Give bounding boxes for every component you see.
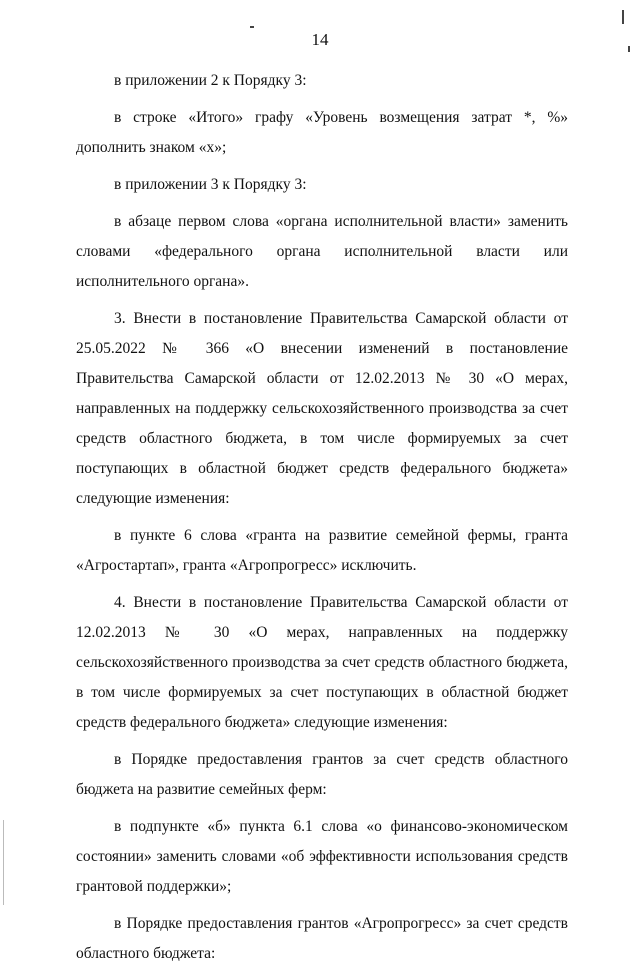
paragraph-8: в Порядке предоставления грантов за счет средств областного бюджета на развитие семейных ферм: [76,751,568,798]
paragraph-6: в пункте 6 слова «гранта на развитие семейной фермы, гранта «Агростартап», гранта «Агропрогресс» исключить. [76,527,568,574]
scan-speck [3,820,4,905]
scan-speck [250,26,254,28]
document-body [76,66,568,976]
paragraph-5: 3. Внести в постановление Правительства Самарской области от 25.05.2022 № 366 «О внесении изменений в постановление Правительства Самарской области от 12.02.2013 № 30 «О мерах, направленных на поддержку сельскохозяйственного производства за счет средств областного бюджета, в том числе формируемых за счет поступающих в областной бюджет средств федерального бюджета» следующие изменения: [76,310,568,507]
paragraph-4: в абзаце первом слова «органа исполнительной власти» заменить словами «федерального органа исполнительной власти или исполнительного органа». [76,213,568,290]
paragraph-1: в приложении 2 к Порядку 3: [114,72,307,89]
scan-speck [622,10,624,24]
paragraph-2: в строке «Итого» графу «Уровень возмещения затрат *, %» дополнить знаком «х»; [76,109,568,156]
paragraph-7: 4. Внести в постановление Правительства Самарской области от 12.02.2013 № 30 «О мерах, направленных на поддержку сельскохозяйственного производства за счет средств областного бюджета, в том числе формируемых за счет поступающих в областной бюджет средств федерального бюджета» следующие изменения: [76,594,568,731]
page-number: 14 [311,30,329,49]
scan-speck [628,46,630,52]
paragraph-9: в подпункте «б» пункта 6.1 слова «о финансово-экономическом состоянии» заменить словами «об эффективности использования средств грантовой поддержки»; [76,818,568,895]
paragraph-3: в приложении 3 к Порядку 3: [114,176,307,193]
paragraph-10: в Порядке предоставления грантов «Агропрогресс» за счет средств областного бюджета: [76,915,568,962]
